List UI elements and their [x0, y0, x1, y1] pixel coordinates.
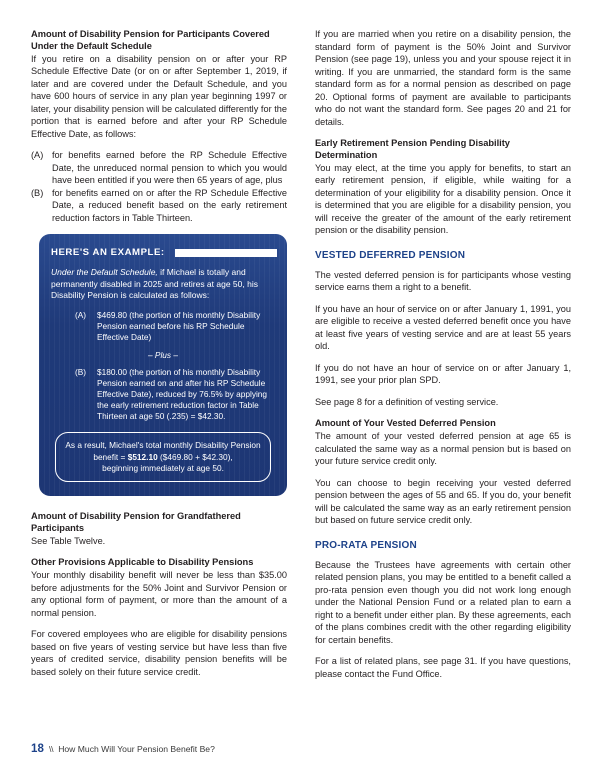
right-column — [315, 28, 571, 689]
two-column-body — [31, 28, 571, 689]
heading-disability-default-schedule: Amount of Disability Pension for Participants Covered Under the Default Schedule — [31, 29, 270, 52]
result-line-3: beginning immediately at age 50. — [102, 462, 224, 473]
example-callout-box — [39, 234, 287, 496]
footer-chapter-title: How Much Will Your Pension Benefit Be? — [58, 744, 215, 754]
example-plus-separator: – Plus – — [148, 349, 178, 360]
result-line-2-suffix: ($469.80 + $42.30), — [157, 451, 233, 462]
paragraph-minimum-benefit: Your monthly disability benefit will never be less than $35.00 before adjustments for the 50% Joint and Survivor Pension or any optional form of payment, or more than the amount of a normal pension. — [31, 570, 287, 618]
example-result-callout — [55, 432, 271, 482]
paragraph-prior-plan-spd: If you do not have an hour of service on or after January 1, 1991, see your prior plan SPD. — [315, 362, 571, 386]
paragraph-vested-deferred-definition: The vested deferred pension is for participants whose vesting service earns them a right to a benefit. — [315, 269, 571, 293]
list-marker: (B) — [31, 187, 44, 198]
list-item — [31, 187, 287, 225]
heading-other-provisions: Other Provisions Applicable to Disability Pensions — [31, 557, 254, 568]
list-marker: (B) — [75, 366, 87, 377]
example-intro-italic: Under the Default Schedule, — [51, 267, 158, 278]
heading-grandfathered-participants: Amount of Disability Pension for Grandfathered Participants — [31, 510, 241, 534]
list-marker: (A) — [31, 150, 44, 161]
heading-amount-vested-deferred: Amount of Your Vested Deferred Pension — [315, 418, 496, 429]
example-intro-rest: if Michael is totally and permanently disabled in 2025 and retires at age 50, his Disability Pension is calculated as follows: — [51, 267, 258, 301]
list-text: for benefits earned on or after the RP Schedule Effective Date, a reduced benefit based on the early retirement reduction factors in Table Thirteen. — [52, 187, 287, 223]
paragraph-married-standard-form: If you are married when you retire on a disability pension, the standard form of payment is the 50% Joint and Survivor Pension (see page 19), unless you and your spouse reject it in writing. If you are unmarried, the standard form is the same standard form as for a normal pension as described on page 20. Optional forms of payment are available to participants who do not want the standard form. See pages 20 and 21 for details. — [315, 29, 571, 127]
footer-page-number: 18 — [31, 743, 44, 755]
list-item — [49, 310, 277, 343]
paragraph-hour-of-service-1991: If you have an hour of service on or after January 1, 1991, you are eligible to receive a vested deferred benefit once you have at least five years of vesting service and are at least 55 years old. — [315, 303, 571, 352]
paragraph-early-retirement-pending: You may elect, at the time you apply for benefits, to start an early retirement pension, if eligible, while waiting for a determination of your eligibility for a disability pension. Once it is determined that you are eligible for a disability pension, you will receive the greater of the amount of the early retirement pension or the disability pension. — [315, 162, 571, 236]
list-marker: (A) — [75, 309, 87, 320]
example-box-header — [51, 247, 277, 258]
list-item — [49, 367, 277, 422]
example-lettered-list-b — [49, 367, 277, 422]
heading-early-retirement-pending: Early Retirement Pension Pending Disability Determination — [315, 138, 510, 161]
paragraph-see-page-8: See page 8 for a definition of vesting service. — [315, 396, 499, 407]
example-intro-text — [51, 267, 277, 301]
result-line-2-prefix: benefit = — [93, 451, 128, 462]
paragraph-covered-employees: For covered employees who are eligible for disability pensions based on five years of vesting service but have less than five years of credited service, disability pension benefits will be based solely on their future service credit. — [31, 629, 287, 677]
section-heading-pro-rata-pension: PRO-RATA PENSION — [315, 539, 417, 551]
paragraph-begin-receiving-55-65: You can choose to begin receiving your vested deferred pension between the ages of 55 and 65. If you do, your benefit will be calculated the same way as an early retirement pension but based on future service credit only. — [315, 477, 571, 526]
result-line-1: As a result, Michael's total monthly Disability Pension — [65, 440, 261, 451]
result-amount: $512.10 — [127, 451, 158, 462]
paragraph-see-table-twelve: See Table Twelve. — [31, 535, 106, 546]
example-lettered-list — [49, 310, 277, 343]
paragraph-related-plans-contact: For a list of related plans, see page 31. If you have questions, please contact the Fund Office. — [315, 656, 571, 679]
footer-separator-glyph: \\ — [49, 744, 54, 754]
list-text: $469.80 (the portion of his monthly Disability Pension earned before his RP Schedule Effective Date) — [97, 309, 261, 342]
example-box-white-rule — [175, 249, 277, 257]
paragraph-amount-vested-deferred: The amount of your vested deferred pension at age 65 is calculated the same way as a normal pension but is based on your future service credit only. — [315, 431, 571, 467]
list-item — [31, 149, 287, 187]
paragraph-disability-default-intro: If you retire on a disability pension on or after your RP Schedule Effective Date (or on or after September 1, 2019, if later and are covered under the Default Schedule, and you have 600 hours of service in any plan year beginning 1997 or later, your disability pension will be calculated differently for the portion that is earned before and after your RP Schedule Effective Date, as follows: — [31, 53, 287, 139]
section-heading-vested-deferred-pension: VESTED DEFERRED PENSION — [315, 249, 466, 261]
left-column — [31, 28, 287, 689]
page-footer — [31, 743, 215, 755]
list-text: for benefits earned before the RP Schedule Effective Date, the unreduced normal pension to which you would have been entitled if you were then 65 years of age, plus — [52, 150, 287, 186]
paragraph-pro-rata-explanation: Because the Trustees have agreements with certain other related pension plans, you may be entitled to a benefit called a pro-rata pension even though you did not work long enough under the National Pension Fund or a related plan to earn a right to a benefit under either plan. By these agreements, each of the plans combines credit with the other regarding eligibility for certain benefits. — [315, 559, 571, 645]
example-box-label: HERE'S AN EXAMPLE: — [51, 247, 165, 259]
lettered-list-benefit-rules — [31, 149, 287, 224]
list-text: $180.00 (the portion of his monthly Disability Pension earned on and after his RP Schedule Effective Date), reduced by 76.5% by applying the early retirement reduction factor in Table Thirteen at age 50 (.235) = $42.30. — [97, 366, 268, 422]
